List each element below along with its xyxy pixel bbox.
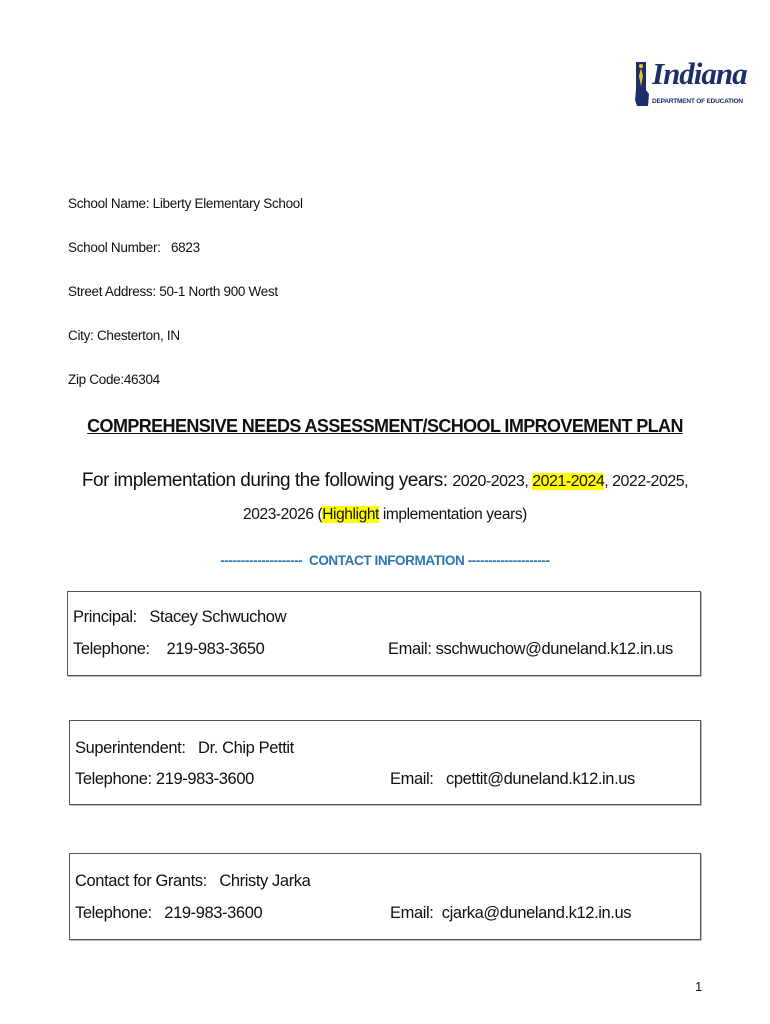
implementation-line-2 [0,506,770,524]
year-2020-2023: 2020-2023, [452,473,533,490]
implementation-note: implementation years) [378,506,527,523]
grants-contact-box [69,853,701,940]
logo-wordmark: Indiana [652,56,747,91]
school-name: School Name: Liberty Elementary School [68,196,303,211]
year-2021-2024-highlighted: 2021-2024 [532,473,605,490]
page-title: COMPREHENSIVE NEEDS ASSESSMENT/SCHOOL IMPROVEMENT PLAN [87,416,683,436]
highlight-word: Highlight [322,506,379,523]
year-2023-2026: 2023-2026 ( [243,506,323,523]
principal-contact-box [67,591,701,676]
implementation-line-1 [0,470,770,492]
street-address: Street Address: 50-1 North 900 West [68,284,278,299]
logo-subtitle: DEPARTMENT OF EDUCATION [652,98,743,105]
indiana-doe-logo [632,56,747,112]
year-2022-2025: , 2022-2025, [604,473,689,490]
page-number: 1 [695,979,703,994]
superintendent-email: Email: cpettit@duneland.k12.in.us [390,770,635,788]
implementation-lead: For implementation during the following years: [81,470,453,491]
superintendent-name: Superintendent: Dr. Chip Pettit [75,739,294,757]
contact-information-header: -------------------- CONTACT INFORMATION -------------------- [220,553,550,568]
indiana-state-icon [634,60,650,108]
principal-name: Principal: Stacey Schwuchow [73,608,287,626]
grants-email: Email: cjarka@duneland.k12.in.us [390,904,632,922]
zip-code: Zip Code:46304 [68,372,160,387]
city: City: Chesterton, IN [68,328,180,343]
superintendent-telephone: Telephone: 219-983-3600 [75,770,254,788]
principal-telephone: Telephone: 219-983-3650 [73,640,265,658]
principal-email: Email: sschwuchow@duneland.k12.in.us [388,640,673,658]
school-number: School Number: 6823 [68,240,200,255]
grants-contact-name: Contact for Grants: Christy Jarka [75,872,311,890]
grants-telephone: Telephone: 219-983-3600 [75,904,263,922]
superintendent-contact-box [69,720,701,805]
